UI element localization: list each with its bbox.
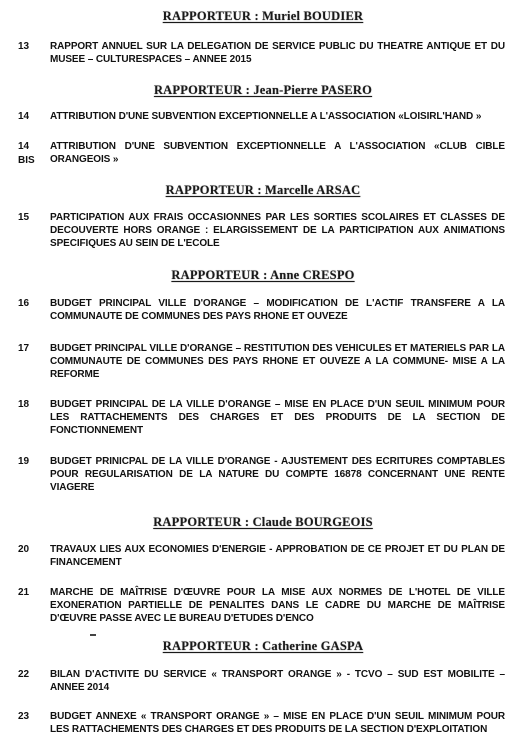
rapporteur-heading: RAPPORTEUR : Jean-Pierre PASERO [153,83,373,97]
item-text: PARTICIPATION AUX FRAIS OCCASIONNES PAR LES SORTIES SCOLAIRES ET CLASSES DE DECOUVERTE HORS ORANGE : ELARGISSEMENT DE LA PARTICIPATION AUX ANIMATIONS SPECIFIQUES AU SEIN DE L'ECOLE [50,212,505,249]
rapporteur-heading: RAPPORTEUR : Catherine GASPA [162,639,364,653]
item-number: 15 [18,212,30,223]
item-number: 14 [18,111,30,122]
rapporteur-heading: RAPPORTEUR : Claude BOURGEOIS [153,515,373,529]
item-number: 18 [18,399,30,410]
item-text: BUDGET PRINCIPAL DE LA VILLE D'ORANGE – MISE EN PLACE D'UN SEUIL MINIMUM POUR LES RATTACHEMENTS DES CHARGES ET DES PRODUITS DE LA SECTION DE FONCTIONNEMENT [50,399,505,436]
item-text: BUDGET PRINICPAL DE LA VILLE D'ORANGE - AJUSTEMENT DES ECRITURES COMPTABLES POUR REGULARISATION DE LA NATURE DU COMPTE 16878 CONCERNANT UNE RENTE VIAGERE [50,456,505,493]
item-text: BILAN D'ACTIVITE DU SERVICE « TRANSPORT ORANGE » - TCVO – SUD EST MOBILITE – ANNEE 2014 [50,669,505,693]
item-number: 23 [18,711,30,722]
scan-mark [90,634,96,636]
item-text: ATTRIBUTION D'UNE SUBVENTION EXCEPTIONNELLE A L'ASSOCIATION «CLUB CIBLE ORANGEOIS » [50,141,505,165]
rapporteur-heading: RAPPORTEUR : Marcelle ARSAC [165,183,361,197]
item-text: BUDGET PRINCIPAL VILLE D'ORANGE – MODIFICATION DE L'ACTIF TRANSFERE A LA COMMUNAUTE DE COMMUNES DES PAYS RHONE ET OUVEZE [50,298,505,322]
item-text: ATTRIBUTION D'UNE SUBVENTION EXCEPTIONNELLE A L'ASSOCIATION «LOISIRL'HAND » [50,111,482,122]
item-text: BUDGET ANNEXE « TRANSPORT ORANGE » – MISE EN PLACE D'UN SEUIL MINIMUM POUR LES RATTACHEMENTS DES CHARGES ET DES PRODUITS DE LA SECTION D'EXPLOITATION [50,711,505,735]
item-number: 22 [18,669,30,680]
item-number: 20 [18,544,30,555]
item-number: 13 [18,41,30,52]
item-text: BUDGET PRINCIPAL VILLE D'ORANGE – RESTITUTION DES VEHICULES ET MATERIELS PAR LA COMMUNAUTE DE COMMUNES DES PAYS RHONE ET OUVEZE A LA COMMUNE- MISE A LA REFORME [50,343,505,380]
item-number: 19 [18,456,30,467]
rapporteur-heading: RAPPORTEUR : Anne CRESPO [171,268,355,282]
item-text: MARCHE DE MAÎTRISE D'ŒUVRE POUR LA MISE AUX NORMES DE L'HOTEL DE VILLE EXONERATION PARTIELLE DE PENALITES DANS LE CADRE DU MARCHE DE MAÎTRISE D'ŒUVRE PASSE AVEC LE BUREAU D'ETUDES D'ENCO [50,587,505,624]
item-number: 14 [18,141,30,152]
item-number: 17 [18,343,30,354]
item-number: 16 [18,298,30,309]
item-number: 21 [18,587,30,598]
item-text: TRAVAUX LIES AUX ECONOMIES D'ENERGIE - APPROBATION DE CE PROJET ET DU PLAN DE FINANCEMENT [50,544,505,568]
item-text: RAPPORT ANNUEL SUR LA DELEGATION DE SERVICE PUBLIC DU THEATRE ANTIQUE ET DU MUSEE – CULTURESPACES – ANNEE 2015 [50,41,505,65]
rapporteur-heading: RAPPORTEUR : Muriel BOUDIER [162,9,364,23]
item-number-suffix: BIS [18,155,35,166]
